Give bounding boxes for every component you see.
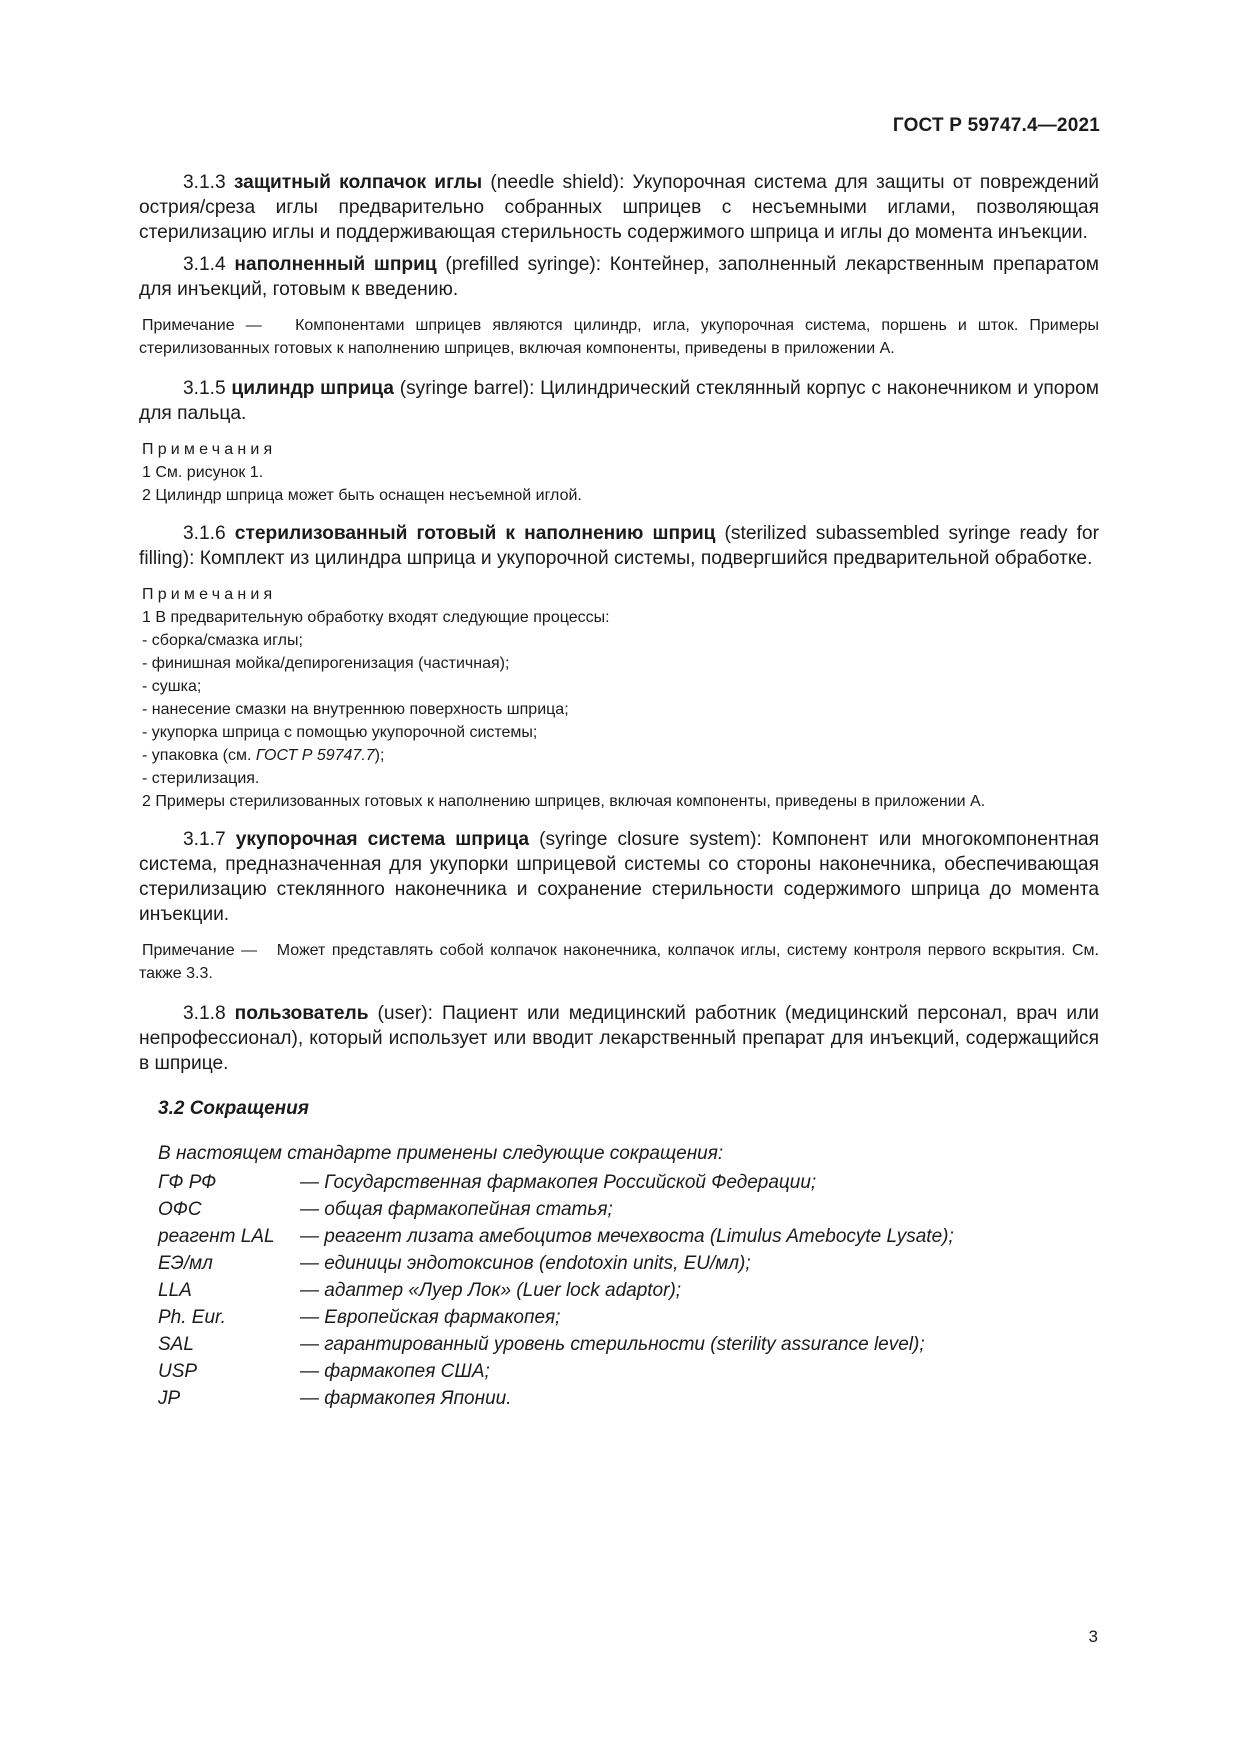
definition-term: наполненный шприц [234,254,437,275]
page-number: 3 [1088,1627,1098,1646]
definition-number: 3.1.8 [183,1003,226,1024]
abbreviation-value: — единицы эндотоксинов (endotoxin units, EU/мл); [300,1253,751,1274]
definition-number: 3.1.6 [183,523,226,544]
note-3-1-7 [139,939,1099,985]
note-line: 2 Примеры стерилизованных готовых к наполнению шприцев, включая компоненты, приведены в приложении А. [142,793,986,810]
definition-term: защитный колпачок иглы [233,172,483,193]
definition-3-1-8 [139,1001,1099,1076]
definition-number: 3.1.7 [183,829,226,850]
section-title: 3.2 Сокращения [158,1098,309,1119]
abbreviation-key: LLA [158,1280,192,1301]
definition-3-1-5 [139,376,1099,426]
document-body [139,170,1099,1412]
list-item: - нанесение смазки на внутреннюю поверхность шприца; [142,701,569,718]
abbreviation-key: USP [158,1361,198,1382]
abbreviation-key: JP [158,1388,181,1409]
list-item [158,1223,1099,1250]
note-3-1-5 [139,438,1099,507]
abbreviation-value: — гарантированный уровень стерильности (sterility assurance level); [300,1334,925,1355]
list-item: - сборка/смазка иглы; [142,632,303,649]
document-header: ГОСТ Р 59747.4—2021 [892,115,1100,136]
definition-3-1-3 [139,170,1099,245]
abbreviation-key: Ph. Eur. [158,1307,226,1328]
definition-number: 3.1.5 [183,378,226,399]
note-label: Примечания [142,586,277,603]
definition-number: 3.1.4 [183,254,226,275]
note-line: 1 В предварительную обработку входят следующие процессы: [142,609,610,626]
note-text: Компонентами шприцев являются цилиндр, игла, укупорочная система, поршень и шток. Примеры стерилизованных готовых к наполнению шприцев, включая компоненты, приведены в приложении А. [139,317,1100,357]
list-item [158,1196,1099,1223]
note-3-1-4 [139,314,1099,360]
abbreviation-value: — адаптер «Луер Лок» (Luer lock adaptor); [300,1280,682,1301]
list-item: - упаковка (см. ГОСТ Р 59747.7); [142,747,385,764]
abbreviation-value: — фармакопея Японии. [300,1388,512,1409]
abbreviation-value: — общая фармакопейная статья; [300,1199,613,1220]
definition-3-1-4 [139,252,1099,302]
note-label: Примечание [142,317,235,334]
abbreviations-list [139,1169,1099,1412]
abbreviation-key: ЕЭ/мл [158,1253,213,1274]
list-item [158,1250,1099,1277]
abbreviation-key: ГФ РФ [158,1172,217,1193]
abbreviation-key: SAL [158,1334,194,1355]
definition-3-1-6 [139,521,1099,571]
note-dash: — [245,317,262,334]
list-item [158,1277,1099,1304]
list-item: - укупорка шприца с помощью укупорочной системы; [142,724,538,741]
definition-text: (syringe closure system): Компонент или многокомпонентная система, предназначенная для укупорки шприцевой системы со стороны наконечника, обеспечивающая стерилизацию стеклянного наконечника и сохранение стерильности содержимого шприца до момента инъекции. [139,829,1099,925]
abbreviation-value: — фармакопея США; [300,1361,490,1382]
note-label: Примечание [142,942,235,959]
list-item [158,1169,1099,1196]
definition-text: (sterilized subassembled syringe ready for filling): Комплект из цилиндра шприца и укупорочной системы, подвергшийся предварительной обработке. [139,523,1099,569]
definition-text: (prefilled syringe): Контейнер, заполненный лекарственным препаратом для инъекций, готовым к введению. [139,254,1099,300]
note-line: 1 См. рисунок 1. [142,464,264,481]
list-item [158,1385,1099,1412]
definition-text: (needle shield): Укупорочная система для защиты от повреждений острия/среза иглы предварительно собранных шприцев с несъемными иглами, позволяющая стерилизацию иглы и поддерживающая стерильность содержимого шприца и иглы до момента инъекции. [139,172,1100,243]
abbreviation-value: — реагент лизата амебоцитов мечехвоста (Limulus Amebocyte Lysate); [300,1226,954,1247]
note-text: Может представлять собой колпачок наконечника, колпачок иглы, систему контроля первого вскрытия. См. также 3.3. [139,942,1100,982]
abbreviation-value: — Государственная фармакопея Российской Федерации; [300,1172,817,1193]
standard-reference: ГОСТ Р 59747.7 [255,747,375,764]
list-item: - стерилизация. [142,770,260,787]
note-line: 2 Цилиндр шприца может быть оснащен несъемной иглой. [142,487,582,504]
definition-term: стерилизованный готовый к наполнению шприц [234,523,716,544]
list-item [158,1331,1099,1358]
abbreviation-key: ОФС [158,1199,202,1220]
list-item: - финишная мойка/депирогенизация (частичная); [142,655,510,672]
note-dash: — [241,942,258,959]
definition-text: (user): Пациент или медицинский работник (медицинский персонал, врач или непрофессионал), который использует или вводит лекарственный препарат для инъекций, содержащийся в шприце. [139,1003,1099,1074]
definition-text: (syringe barrel): Цилиндрический стеклянный корпус с наконечником и упором для пальца. [139,378,1099,424]
note-3-1-6 [139,583,1099,813]
definition-term: цилиндр шприца [231,378,394,399]
note-label: Примечания [142,441,277,458]
definition-term: укупорочная система шприца [235,829,530,850]
definition-term: пользователь [234,1003,369,1024]
list-item: - сушка; [142,678,202,695]
definition-number: 3.1.3 [183,172,226,193]
list-item [158,1304,1099,1331]
definition-3-1-7 [139,827,1099,927]
abbreviation-value: — Европейская фармакопея; [300,1307,561,1328]
abbreviations-intro: В настоящем стандарте применены следующие сокращения: [158,1143,724,1164]
abbreviation-key: реагент LAL [158,1226,275,1247]
list-item [158,1358,1099,1385]
